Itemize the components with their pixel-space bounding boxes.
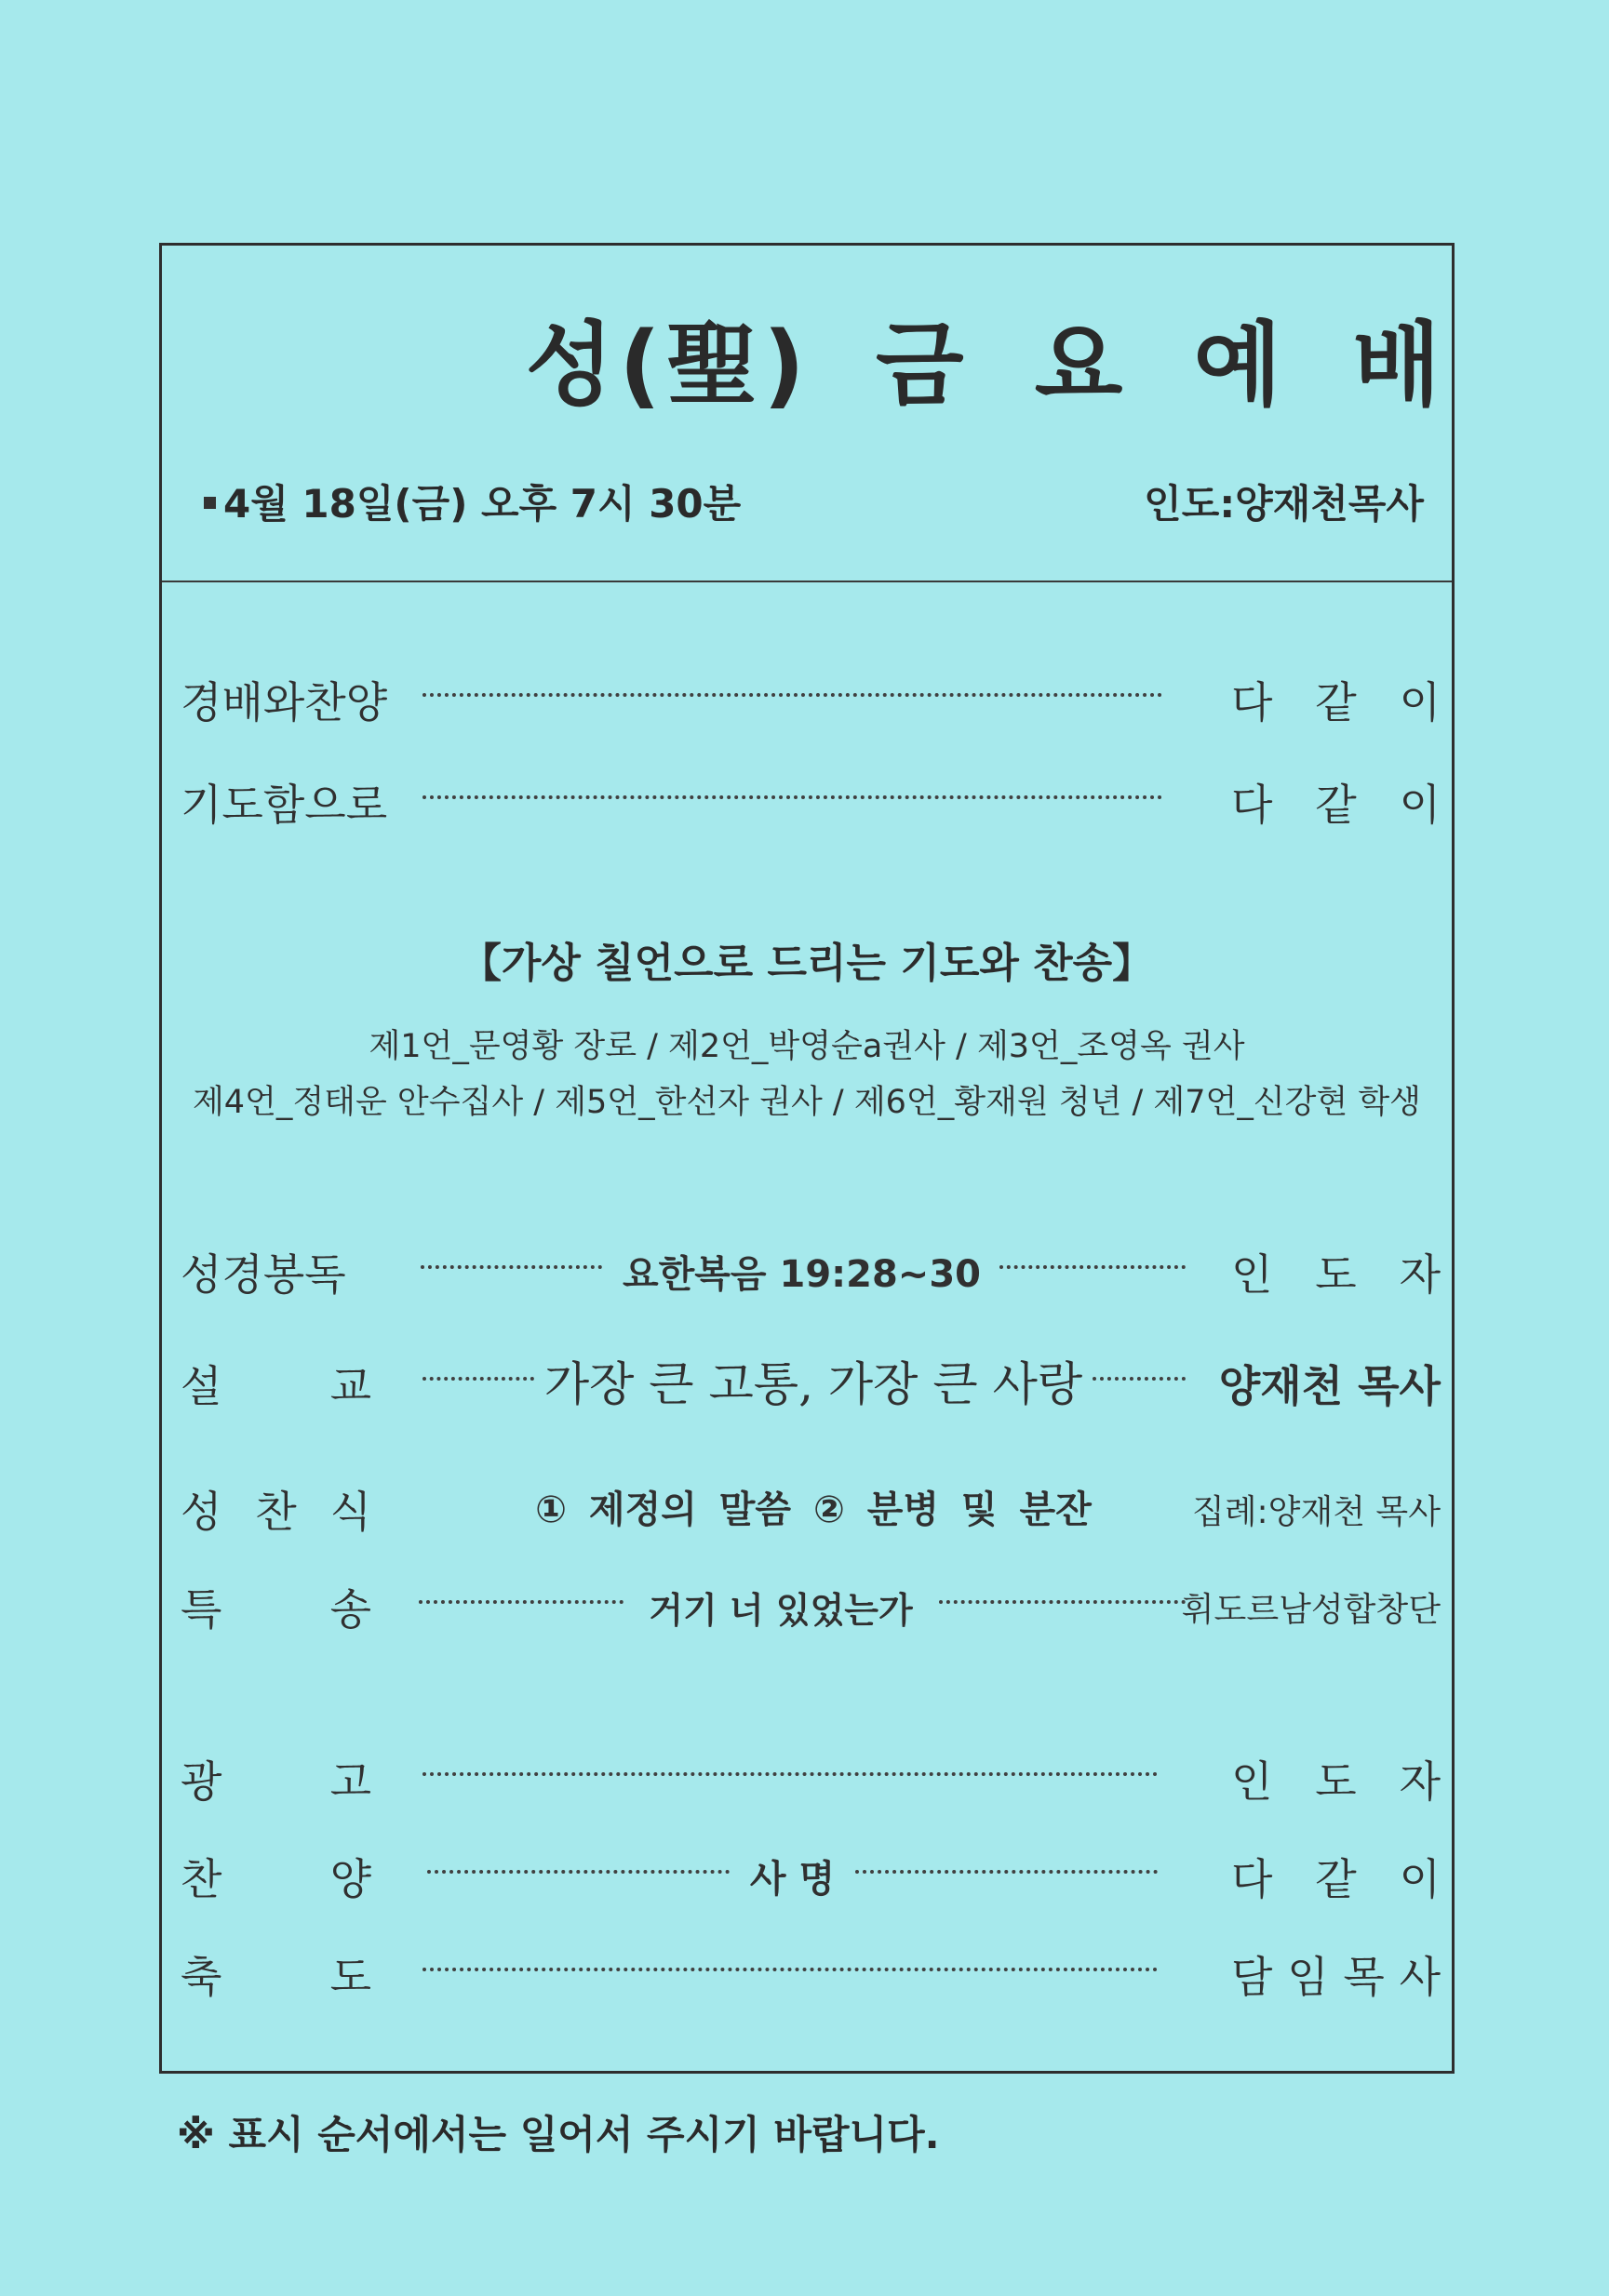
order-label: 특 송 (181, 1584, 371, 1635)
order-content: ① 제정의 말씀 ② 분병 및 분잔 (535, 1488, 1092, 1531)
leader-dots (421, 1265, 602, 1269)
order-responsible: 담 임 목 사 (1231, 1952, 1441, 2002)
service-leader: 인도:양재천목사 (1144, 481, 1424, 527)
order-item-worship (162, 669, 1452, 743)
order-responsible: 인 도 자 (1231, 1249, 1441, 1300)
order-item-sermon (162, 1353, 1452, 1427)
order-item-scripture (162, 1241, 1452, 1315)
order-content: 거기 너 있었는가 (649, 1590, 913, 1631)
service-title: 성(聖) 금 요 예 배 (525, 313, 1446, 419)
order-responsible: 인 도 자 (1231, 1756, 1441, 1807)
order-label: 설 교 (181, 1361, 371, 1411)
order-label: 광 고 (181, 1756, 371, 1807)
service-date-time: 4월 18일(금) 오후 7시 30분 (204, 474, 741, 529)
leader-dots (427, 1870, 730, 1874)
order-item-prayer (162, 771, 1452, 846)
order-item-communion (162, 1478, 1452, 1553)
seven-words-line-1: 제1언_문영황 장로 / 제2언_박영순a권사 / 제3언_조영옥 권사 (369, 1028, 1245, 1065)
leader-dots (939, 1600, 1186, 1604)
header-divider (162, 581, 1452, 582)
leader-dots (419, 1600, 623, 1604)
order-content: 요한복음 19:28~30 (623, 1253, 981, 1296)
order-item-benediction (162, 1943, 1452, 2018)
bulletin-frame (159, 243, 1455, 2074)
leader-dots (422, 1968, 1158, 1971)
order-label: 축 도 (181, 1952, 371, 2002)
leader-dots (999, 1265, 1186, 1269)
leader-dots (422, 795, 1162, 799)
footer-note: ※ 표시 순서에서는 일어서 주시기 바랍니다. (177, 2112, 940, 2157)
order-responsible: 다 같 이 (1231, 780, 1441, 830)
order-responsible: 다 같 이 (1231, 1854, 1441, 1904)
bullet-square-icon (204, 497, 216, 509)
order-item-hymn (162, 1846, 1452, 1920)
seven-words-line-2: 제4언_정태운 안수집사 / 제5언_한선자 권사 / 제6언_황재원 청년 / 제7언_신강현 학생 (192, 1084, 1421, 1121)
order-content: 사 명 (749, 1858, 836, 1901)
order-responsible: 다 같 이 (1231, 677, 1441, 728)
leader-dots (422, 1377, 534, 1381)
order-responsible: 양재천 목사 (1218, 1361, 1441, 1411)
leader-dots (855, 1870, 1158, 1874)
order-label: 찬 양 (181, 1854, 371, 1904)
leader-dots (422, 1772, 1158, 1776)
seven-words-title: 【가상 칠언으로 드리는 기도와 찬송】 (460, 940, 1154, 987)
order-label: 경배와찬양 (181, 677, 388, 728)
order-responsible: 휘도르남성합창단 (1181, 1591, 1441, 1629)
leader-dots (422, 693, 1162, 697)
order-responsible: 집례:양재천 목사 (1191, 1493, 1441, 1531)
order-label: 성 찬 식 (181, 1487, 371, 1537)
order-item-special-song (162, 1576, 1452, 1650)
order-item-announcements (162, 1748, 1452, 1822)
leader-dots (1093, 1377, 1186, 1381)
order-label: 기도함으로 (181, 780, 388, 830)
order-label: 성경봉독 (181, 1249, 346, 1300)
sermon-title: 가장 큰 고통, 가장 큰 사랑 (543, 1357, 1083, 1411)
